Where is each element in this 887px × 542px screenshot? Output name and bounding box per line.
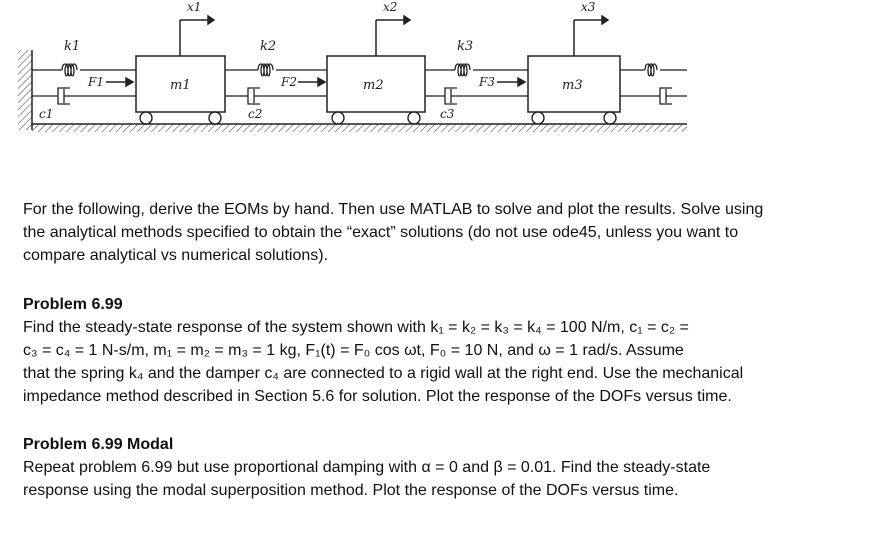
label-k3: k3 <box>457 39 474 54</box>
damper-c3 <box>425 88 528 104</box>
force-arrow-f3 <box>497 78 525 86</box>
label-x2: x2 <box>383 0 398 14</box>
problem-body <box>23 316 868 408</box>
intro-text <box>23 198 868 267</box>
problem-title: Problem 6.99 <box>23 296 123 313</box>
left-wall <box>18 50 32 130</box>
wheels <box>140 112 616 124</box>
spring-k1 <box>32 64 136 76</box>
label-k2: k2 <box>260 39 277 54</box>
damper-c4 <box>620 88 687 104</box>
spring-k3 <box>425 64 528 76</box>
label-f3: F3 <box>479 75 495 89</box>
mass-spring-damper-diagram <box>0 0 887 150</box>
problem-line: impedance method described in Section 5.6 for solution. Plot the response of the DOFs versus time. <box>23 388 732 405</box>
force-arrow-f1 <box>106 78 133 86</box>
ground <box>32 124 687 132</box>
modal-problem-title: Problem 6.99 Modal <box>23 436 174 453</box>
problem-line: c₃ = c₄ = 1 N-s/m, m₁ = m₂ = m₃ = 1 kg, F₁(t) = F₀ cos ωt, F₀ = 10 N, and ω = 1 rad/s. Assume <box>23 342 684 359</box>
label-m1: m1 <box>170 78 191 93</box>
label-m3: m3 <box>562 78 583 93</box>
label-f1: F1 <box>88 75 104 89</box>
label-c3: c3 <box>440 107 455 121</box>
problem-heading <box>23 293 868 316</box>
problem-line: that the spring k₄ and the damper c₄ are connected to a rigid wall at the right end. Use the mechanical <box>23 365 744 382</box>
problem-line: Find the steady-state response of the system shown with k₁ = k₂ = k₃ = k₄ = 100 N/m, c₁ = c₂ = <box>23 319 689 336</box>
label-m2: m2 <box>363 78 384 93</box>
intro-line: the analytical methods specified to obtain the “exact” solutions (do not use ode45, unless you want to <box>23 224 739 241</box>
spring-k2 <box>225 64 327 76</box>
label-c1: c1 <box>39 107 54 121</box>
problem-line: Repeat problem 6.99 but use proportional damping with α = 0 and β = 0.01. Find the steady-state <box>23 459 711 476</box>
label-k1: k1 <box>64 39 81 54</box>
modal-problem-body <box>23 456 868 502</box>
displacement-arrow-x2 <box>376 16 410 56</box>
problem-line: response using the modal superposition method. Plot the response of the DOFs versus time. <box>23 482 679 499</box>
damper-c2 <box>225 88 327 104</box>
label-f2: F2 <box>281 75 297 89</box>
intro-line: compare analytical vs numerical solutions). <box>23 247 329 264</box>
displacement-arrow-x3 <box>574 16 608 56</box>
force-arrow-f2 <box>298 78 325 86</box>
damper-c1 <box>32 88 136 104</box>
displacement-arrow-x1 <box>180 16 214 56</box>
label-c2: c2 <box>248 107 263 121</box>
label-x1: x1 <box>187 0 202 14</box>
spring-k4 <box>620 64 672 76</box>
label-x3: x3 <box>581 0 596 14</box>
intro-line: For the following, derive the EOMs by hand. Then use MATLAB to solve and plot the results. Solve using <box>23 201 764 218</box>
modal-problem-heading <box>23 433 868 456</box>
